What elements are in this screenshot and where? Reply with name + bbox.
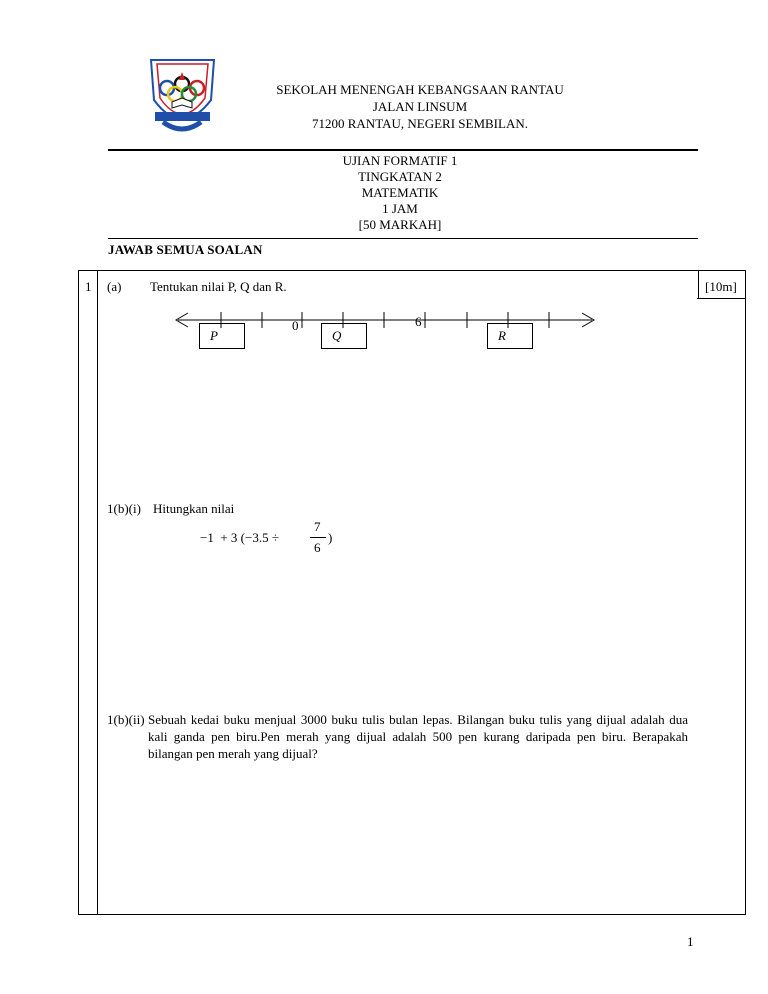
part-a-label: (a) [107, 279, 122, 294]
marks-column-divider [698, 270, 699, 299]
exam-title: UJIAN FORMATIF 1 [342, 153, 458, 168]
number-column-divider [97, 270, 98, 915]
tick-label-zero: 0 [292, 318, 299, 333]
fraction-numerator: 7 [314, 519, 321, 534]
part-b-ii-label: 1(b)(ii) [107, 712, 145, 727]
exam-duration: 1 JAM [382, 201, 418, 216]
school-postcode: 71200 RANTAU, NEGERI SEMBILAN. [312, 116, 528, 131]
part-a-text: Tentukan nilai P, Q dan R. [150, 279, 287, 294]
exam-subject: MATEMATIK [361, 185, 439, 200]
header-divider [108, 149, 698, 151]
fraction-bar [310, 537, 326, 538]
marks-label: [10m] [705, 279, 737, 294]
instruction: JAWAB SEMUA SOALAN [108, 242, 263, 257]
part-b-i-text: Hitungkan nilai [153, 501, 235, 516]
question-number: 1 [85, 279, 92, 294]
expression-lead: −1 + 3 (−3.5 ÷ [200, 530, 279, 545]
fraction-denominator: 6 [314, 540, 321, 555]
answer-box-r: R [487, 323, 533, 349]
expression-tail: ) [328, 530, 333, 545]
marks-cell-bottom [697, 298, 746, 299]
page-number: 1 [687, 934, 694, 949]
question-frame [78, 270, 746, 915]
part-b-ii-text: Sebuah kedai buku menjual 3000 buku tulis bulan lepas. Bilangan buku tulis yang dijual adalah dua kali ganda pen biru.Pen merah yang dijual adalah 500 pen kurang daripada pen biru. Berapakah bilangan pen merah yang dijual? [148, 712, 688, 761]
school-name: SEKOLAH MENENGAH KEBANGSAAN RANTAU [276, 82, 564, 97]
exam-marks: [50 MARKAH] [358, 217, 442, 232]
exam-form: TINGKATAN 2 [358, 169, 442, 184]
exam-divider [108, 238, 698, 239]
part-b-i-label: 1(b)(i) [107, 501, 141, 516]
tick-label-six: 6 [415, 314, 422, 329]
expression [200, 517, 400, 567]
answer-box-q: Q [321, 323, 367, 349]
answer-box-p: P [199, 323, 245, 349]
exam-info [280, 153, 520, 233]
school-address [200, 81, 640, 132]
school-street: JALAN LINSUM [372, 99, 468, 114]
